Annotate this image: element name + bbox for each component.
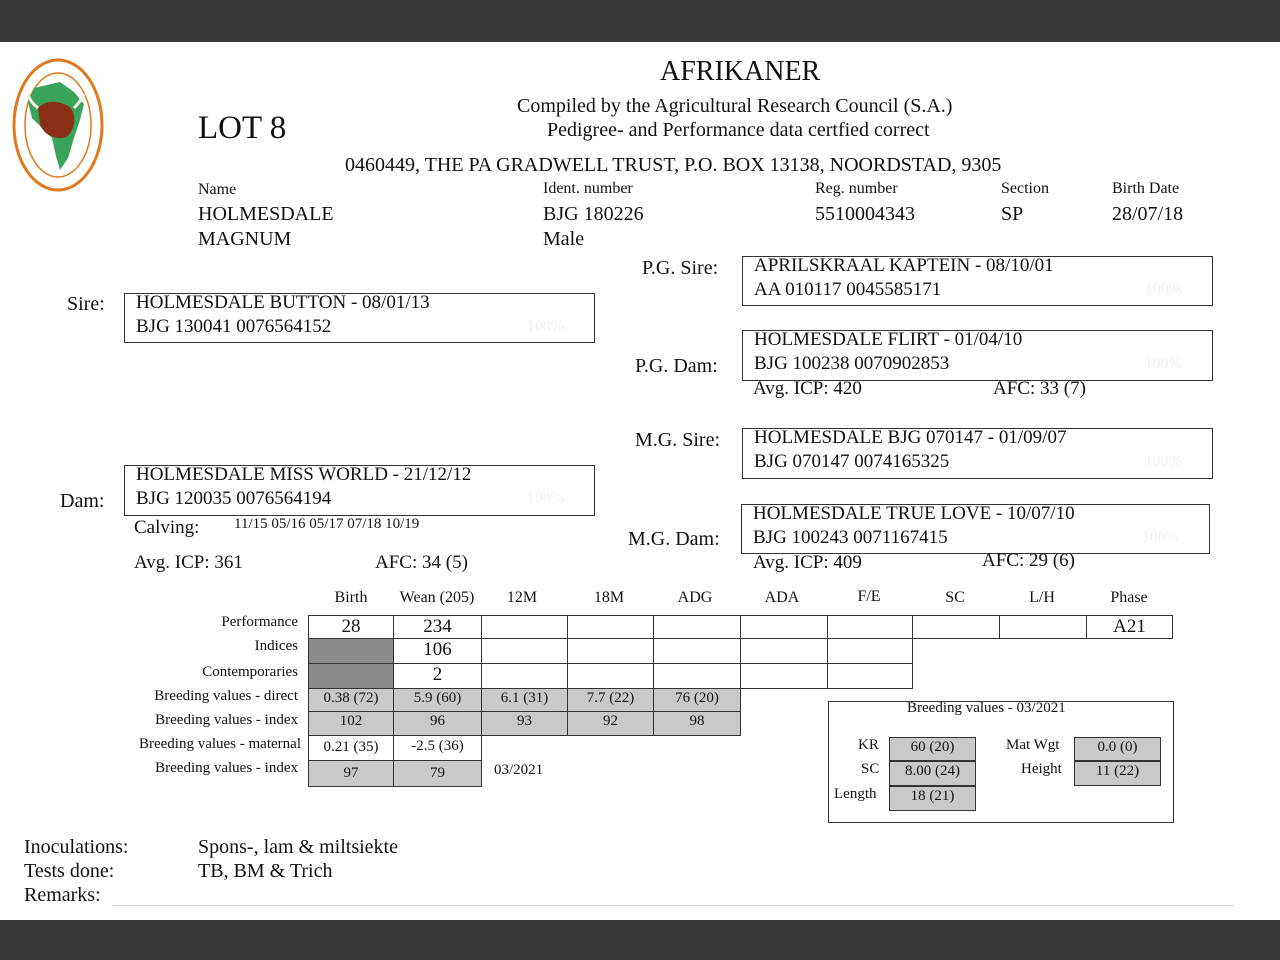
idx-fe (827, 638, 913, 664)
bvi2-birth: 97 (308, 760, 394, 787)
animal-ident: BJG 180226 (543, 203, 644, 225)
perf-fe (827, 615, 913, 639)
dam-box (124, 465, 595, 516)
bvd-birth: 0.38 (72) (308, 688, 394, 712)
bvd-wean: 5.9 (60) (393, 688, 482, 712)
mg-sire-ident: BJG 070147 0074165325 (754, 451, 950, 472)
bvm-wean: -2.5 (36) (393, 735, 482, 761)
matwgt-value: 0.0 (0) (1074, 737, 1161, 761)
cont-18m (567, 663, 654, 689)
pg-dam-name: HOLMESDALE FLIRT - 01/04/10 (754, 329, 1023, 350)
dam-icp: Avg. ICP: 361 (134, 552, 243, 573)
sire-pct: 100% (526, 318, 564, 335)
tests-value: TB, BM & Trich (198, 860, 333, 882)
pg-dam-pct: 100% (1144, 355, 1182, 372)
bvi-18m: 92 (567, 711, 654, 736)
kr-label: KR (858, 737, 879, 753)
pg-sire-label: P.G. Sire: (642, 257, 719, 279)
animal-section: SP (1001, 203, 1024, 225)
owner-line: 0460449, THE PA GRADWELL TRUST, P.O. BOX 13138, NOORDSTAD, 9305 (345, 154, 1002, 176)
kr-value: 60 (20) (889, 737, 976, 761)
pg-sire-ident: AA 010117 0045585171 (754, 279, 942, 300)
pg-sire-pct: 100% (1144, 281, 1182, 298)
col-birth: Birth (334, 589, 368, 606)
ident-label: Ident. number (543, 180, 633, 197)
idx-birth (308, 638, 394, 664)
row-performance: Performance (221, 614, 298, 630)
pg-dam-box (742, 330, 1213, 381)
sc-label: SC (861, 761, 880, 777)
mg-dam-ident: BJG 100243 0071167415 (753, 527, 948, 548)
perf-birth: 28 (308, 615, 394, 639)
lot-number: LOT 8 (198, 110, 287, 146)
perf-lh (999, 615, 1087, 639)
bvd-adg: 76 (20) (653, 688, 741, 712)
dam-afc: AFC: 34 (5) (375, 552, 468, 573)
name-label: Name (198, 181, 237, 198)
pg-dam-afc: AFC: 33 (7) (993, 378, 1086, 399)
animal-reg: 5510004343 (815, 203, 915, 225)
row-bv-index-2: Breeding values - index (155, 760, 298, 776)
bvi2-wean: 79 (393, 760, 482, 787)
idx-ada (740, 638, 828, 664)
bvi-wean: 96 (393, 711, 482, 736)
inoculations-value: Spons-, lam & miltsiekte (198, 836, 398, 858)
dam-ident: BJG 120035 0076564194 (136, 488, 332, 509)
bvi-adg: 98 (653, 711, 741, 736)
perf-wean: 234 (393, 615, 482, 639)
col-wean: Wean (205) (399, 589, 475, 606)
inoculations-label: Inoculations: (24, 836, 129, 858)
remarks-line (112, 905, 1234, 906)
bv-date: 03/2021 (494, 762, 544, 778)
bvd-12m: 6.1 (31) (481, 688, 568, 712)
cont-birth (308, 663, 394, 689)
animal-name-1: HOLMESDALE (198, 203, 334, 225)
mg-dam-box (741, 504, 1210, 554)
certified-text: Pedigree- and Performance data certfied correct (547, 119, 930, 141)
perf-12m (481, 615, 568, 639)
col-phase: Phase (1110, 589, 1148, 606)
row-bv-direct: Breeding values - direct (154, 688, 298, 704)
col-sc: SC (945, 589, 965, 606)
idx-12m (481, 638, 568, 664)
col-fe: F/E (857, 588, 881, 605)
top-bar (0, 0, 1280, 42)
row-bv-maternal: Breeding values - maternal (138, 736, 301, 752)
col-adg: ADG (677, 589, 713, 606)
sire-box (124, 293, 595, 343)
birth-label: Birth Date (1112, 180, 1180, 197)
length-label: Length (834, 786, 877, 802)
dam-label: Dam: (60, 490, 105, 512)
idx-adg (653, 638, 741, 664)
mg-dam-label: M.G. Dam: (628, 528, 720, 550)
sire-ident: BJG 130041 0076564152 (136, 316, 332, 337)
pg-dam-ident: BJG 100238 0070902853 (754, 353, 950, 374)
row-bv-index: Breeding values - index (155, 712, 298, 728)
perf-adg (653, 615, 741, 639)
matwgt-label: Mat Wgt (1006, 737, 1060, 753)
bvi-birth: 102 (308, 711, 394, 736)
bvm-birth: 0.21 (35) (308, 735, 394, 761)
bvd-18m: 7.7 (22) (567, 688, 654, 712)
animal-name-2: MAGNUM (198, 228, 292, 250)
col-ada: ADA (764, 589, 800, 606)
animal-birth-date: 28/07/18 (1112, 203, 1184, 225)
afrikaner-logo (12, 58, 104, 192)
pg-sire-name: APRILSKRAAL KAPTEIN - 08/10/01 (754, 255, 1054, 276)
mg-dam-icp: Avg. ICP: 409 (753, 552, 862, 573)
perf-phase: A21 (1086, 615, 1173, 639)
cont-adg (653, 663, 741, 689)
col-lh: L/H (1029, 589, 1055, 606)
sc-value: 8.00 (24) (889, 761, 976, 786)
pg-sire-box (742, 256, 1213, 306)
perf-18m (567, 615, 654, 639)
mg-sire-name: HOLMESDALE BJG 070147 - 01/09/07 (754, 427, 1067, 448)
dam-name: HOLMESDALE MISS WORLD - 21/12/12 (136, 464, 472, 485)
animal-sex: Male (543, 228, 585, 250)
length-value: 18 (21) (889, 786, 976, 811)
section-label: Section (1001, 180, 1049, 197)
breed-title: AFRIKANER (660, 56, 821, 87)
mg-sire-label: M.G. Sire: (635, 429, 720, 451)
perf-ada (740, 615, 828, 639)
reg-label: Reg. number (815, 180, 898, 197)
height-value: 11 (22) (1074, 761, 1161, 786)
mg-sire-box (742, 428, 1213, 479)
cont-12m (481, 663, 568, 689)
height-label: Height (1021, 761, 1062, 777)
calving-dates: 11/15 05/16 05/17 07/18 10/19 (234, 516, 420, 532)
col-12m: 12M (506, 589, 538, 606)
sire-label: Sire: (67, 293, 105, 315)
bottom-bar (0, 920, 1280, 960)
row-indices: Indices (254, 638, 298, 654)
mg-dam-pct: 100% (1141, 529, 1179, 546)
idx-18m (567, 638, 654, 664)
tests-label: Tests done: (24, 860, 115, 882)
row-contemporaries: Contemporaries (202, 664, 298, 680)
remarks-label: Remarks: (24, 884, 101, 906)
compiled-by: Compiled by the Agricultural Research Council (S.A.) (517, 95, 953, 117)
sire-name: HOLMESDALE BUTTON - 08/01/13 (136, 292, 430, 313)
idx-wean: 106 (393, 638, 482, 664)
pg-dam-icp: Avg. ICP: 420 (753, 378, 862, 399)
cont-ada (740, 663, 828, 689)
col-18m: 18M (593, 589, 625, 606)
dam-pct: 100% (526, 490, 564, 507)
bv-box-title: Breeding values - 03/2021 (907, 700, 1066, 716)
mg-dam-name: HOLMESDALE TRUE LOVE - 10/07/10 (753, 503, 1075, 524)
cont-fe (827, 663, 913, 689)
bvi-12m: 93 (481, 711, 568, 736)
mg-sire-pct: 100% (1144, 453, 1182, 470)
calving-label: Calving: (134, 517, 200, 538)
pg-dam-label: P.G. Dam: (635, 355, 718, 377)
perf-sc (912, 615, 1000, 639)
mg-dam-afc: AFC: 29 (6) (982, 550, 1075, 571)
cont-wean: 2 (393, 663, 482, 689)
